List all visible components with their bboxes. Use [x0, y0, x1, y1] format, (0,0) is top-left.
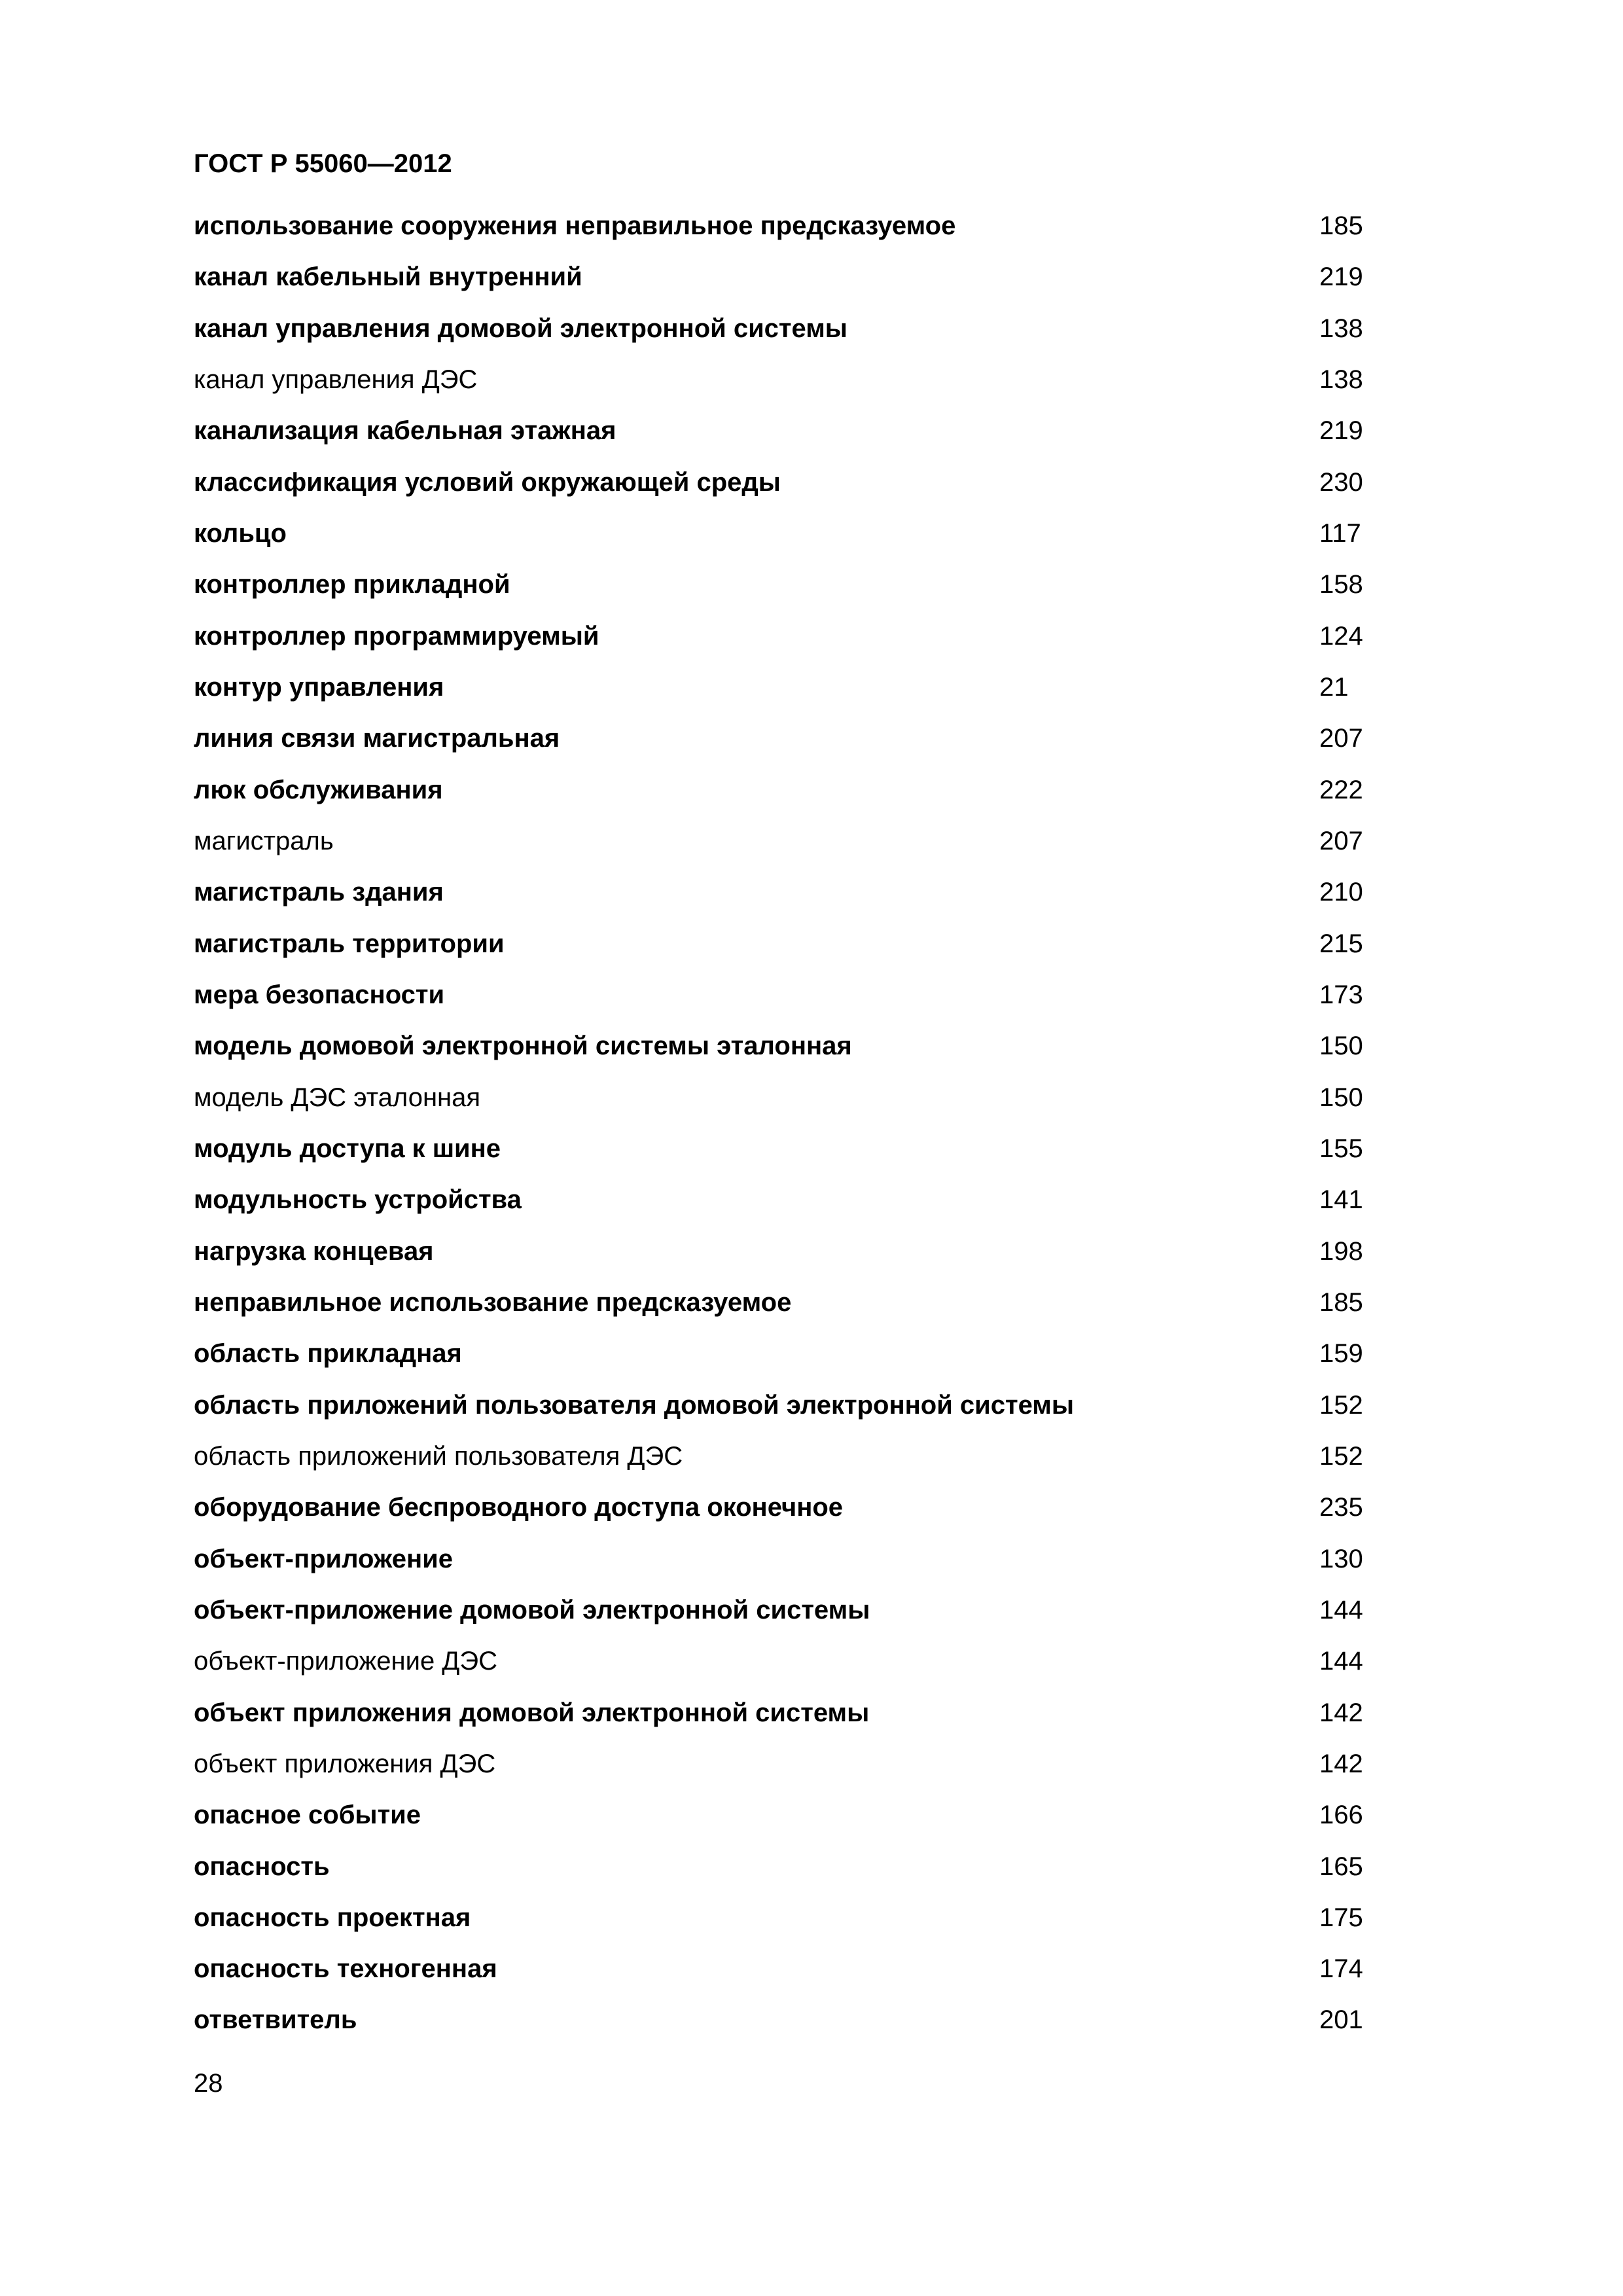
index-term: опасность проектная — [194, 1903, 471, 1932]
index-page-ref: 150 — [1319, 1031, 1363, 1061]
index-page-ref: 144 — [1319, 1647, 1363, 1676]
index-entry — [194, 770, 1385, 821]
index-page-ref: 174 — [1319, 1954, 1363, 1984]
index-entry — [194, 1180, 1385, 1231]
index-page-ref: 173 — [1319, 980, 1363, 1009]
page-number: 28 — [194, 2069, 223, 2098]
index-entry — [194, 1641, 1385, 1693]
index-term: модель домовой электронной системы эталонная — [194, 1031, 852, 1061]
index-entry — [194, 1744, 1385, 1795]
index-term: область приложений пользователя ДЭС — [194, 1441, 683, 1471]
index-page-ref: 159 — [1319, 1339, 1363, 1369]
index-page-ref: 219 — [1319, 416, 1363, 446]
index-term: использование сооружения неправильное предсказуемое — [194, 211, 956, 240]
index-entry — [194, 821, 1385, 872]
index-term: канал кабельный внутренний — [194, 262, 582, 292]
index-entry — [194, 411, 1385, 462]
index-term: канал управления ДЭС — [194, 365, 478, 394]
index-entry — [194, 1539, 1385, 1590]
index-term: магистраль здания — [194, 878, 444, 907]
index-term: объект-приложение ДЭС — [194, 1647, 498, 1676]
index-page-ref: 185 — [1319, 211, 1363, 240]
index-page-ref: 166 — [1319, 1801, 1363, 1830]
index-entry — [194, 360, 1385, 411]
index-term: опасность — [194, 1852, 330, 1881]
index-entry — [194, 463, 1385, 514]
index-entry — [194, 565, 1385, 616]
index-page-ref: 141 — [1319, 1185, 1363, 1215]
index-page-ref: 165 — [1319, 1852, 1363, 1881]
index-term: область приложений пользователя домовой электронной системы — [194, 1390, 1075, 1420]
index-page-ref: 230 — [1319, 467, 1363, 497]
index-term: объект-приложение домовой электронной системы — [194, 1595, 870, 1624]
index-page-ref: 155 — [1319, 1134, 1363, 1163]
index-term: оборудование беспроводного доступа оконечное — [194, 1493, 844, 1522]
index-term: объект приложения ДЭС — [194, 1749, 496, 1778]
index-term: магистраль территории — [194, 929, 505, 958]
index-entry — [194, 257, 1385, 308]
index-page-ref: 130 — [1319, 1544, 1363, 1573]
index-page-ref: 124 — [1319, 621, 1363, 651]
index-term: контур управления — [194, 672, 444, 702]
index-page-ref: 21 — [1319, 672, 1349, 702]
index-entry — [194, 1949, 1385, 2000]
index-page-ref: 144 — [1319, 1595, 1363, 1624]
index-term: нагрузка концевая — [194, 1236, 434, 1266]
index-entry — [194, 309, 1385, 360]
index-page-ref: 207 — [1319, 724, 1363, 753]
index-entry — [194, 1847, 1385, 1898]
index-entry — [194, 668, 1385, 719]
index-term: канал управления домовой электронной системы — [194, 314, 847, 343]
index-term: люк обслуживания — [194, 775, 443, 804]
standard-header: ГОСТ Р 55060—2012 — [194, 149, 452, 178]
index-page-ref: 201 — [1319, 2005, 1363, 2035]
index-term: магистраль — [194, 826, 334, 855]
index-term: контроллер программируемый — [194, 621, 599, 651]
index-term: модульность устройства — [194, 1185, 522, 1215]
index-term: ответвитель — [194, 2005, 357, 2035]
index-page-ref: 175 — [1319, 1903, 1363, 1932]
index-page-ref: 185 — [1319, 1287, 1363, 1317]
index-page-ref: 210 — [1319, 878, 1363, 907]
index-term: классификация условий окружающей среды — [194, 467, 781, 497]
index-entry — [194, 1898, 1385, 1949]
index-term: канализация кабельная этажная — [194, 416, 616, 446]
index-entry — [194, 1437, 1385, 1488]
index-page-ref: 138 — [1319, 365, 1363, 394]
index-term: неправильное использование предсказуемое — [194, 1287, 792, 1317]
index-term: мера безопасности — [194, 980, 445, 1009]
index-term: опасное событие — [194, 1801, 421, 1830]
index-page-ref: 215 — [1319, 929, 1363, 958]
index-page-ref: 117 — [1319, 518, 1361, 548]
index-term: опасность техногенная — [194, 1954, 497, 1984]
index-term: область прикладная — [194, 1339, 462, 1369]
index-entry — [194, 1795, 1385, 1846]
index-entry — [194, 1590, 1385, 1641]
index-page-ref: 152 — [1319, 1390, 1363, 1420]
index-page-ref: 198 — [1319, 1236, 1363, 1266]
index-entry — [194, 1334, 1385, 1385]
index-page-ref: 138 — [1319, 314, 1363, 343]
index-entry — [194, 719, 1385, 770]
index-term: кольцо — [194, 518, 287, 548]
index-page-ref: 207 — [1319, 826, 1363, 855]
index-entry — [194, 1488, 1385, 1539]
index-page-ref: 152 — [1319, 1441, 1363, 1471]
index-entry — [194, 872, 1385, 924]
index-entry — [194, 1693, 1385, 1744]
index-entry — [194, 1078, 1385, 1129]
alphabetical-index — [194, 206, 1385, 2052]
index-entry — [194, 1026, 1385, 1077]
index-page-ref: 142 — [1319, 1698, 1363, 1727]
index-entry — [194, 514, 1385, 565]
index-page-ref: 158 — [1319, 570, 1363, 600]
index-term: объект приложения домовой электронной системы — [194, 1698, 870, 1727]
index-entry — [194, 924, 1385, 975]
index-entry — [194, 617, 1385, 668]
index-page-ref: 150 — [1319, 1083, 1363, 1112]
index-page-ref: 222 — [1319, 775, 1363, 804]
index-entry — [194, 1283, 1385, 1334]
index-page-ref: 235 — [1319, 1493, 1363, 1522]
index-page-ref: 142 — [1319, 1749, 1363, 1778]
index-entry — [194, 1232, 1385, 1283]
index-entry — [194, 1129, 1385, 1180]
index-term: объект-приложение — [194, 1544, 453, 1573]
index-entry — [194, 1386, 1385, 1437]
index-page-ref: 219 — [1319, 262, 1363, 292]
index-term: модель ДЭС эталонная — [194, 1083, 481, 1112]
index-entry — [194, 975, 1385, 1026]
index-term: линия связи магистральная — [194, 724, 560, 753]
index-term: модуль доступа к шине — [194, 1134, 501, 1163]
index-entry — [194, 2000, 1385, 2051]
index-term: контроллер прикладной — [194, 570, 510, 600]
index-entry — [194, 206, 1385, 257]
